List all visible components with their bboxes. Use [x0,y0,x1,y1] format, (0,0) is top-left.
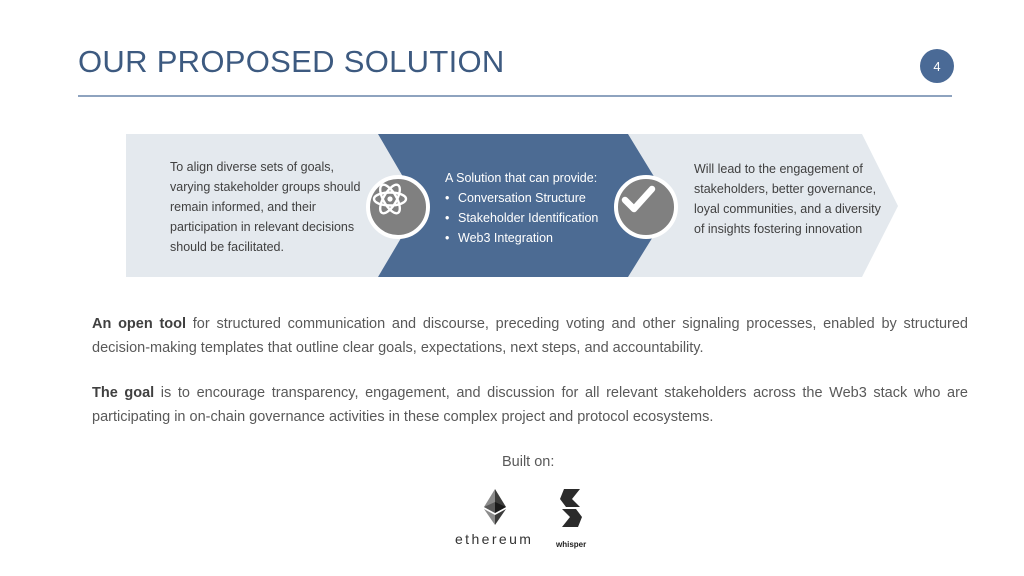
whisper-logo-icon [558,489,584,527]
page-number-badge: 4 [920,49,954,83]
checkmark-icon-circle [614,175,678,239]
para2-text: is to encourage transparency, engagement, and discussion for all relevant stakeholders across the Web3 stack who are participating in on-chain governance activities in these complex project and protocol ecosystems. [92,385,968,425]
atom-icon [370,179,410,219]
bullet-item: • Conversation Structure [445,188,635,208]
page-title: OUR PROPOSED SOLUTION [78,44,505,79]
atom-icon-circle [366,175,430,239]
para2-lead: The goal [92,385,155,401]
bullet-item: • Web3 Integration [445,228,635,248]
right-panel-text: Will lead to the engagement of stakeholders, better governance, loyal communities, and a diversity of insights fostering innovation [694,162,881,236]
middle-panel-heading: A Solution that can provide: [445,171,598,185]
para1-lead: An open tool [92,316,187,332]
bullet-item: • Stakeholder Identification [445,208,635,228]
para1-text: for structured communication and discourse, preceding voting and other signaling processes, enabled by structured decision-making templates that outline clear goals, expectations, next steps, and accountability. [92,316,968,356]
whisper-wordmark: whisper [556,540,587,549]
middle-panel-text [445,168,635,248]
solution-bullet-list [445,188,635,248]
left-panel-text: To align diverse sets of goals, varying stakeholder groups should remain informed, and their participation in relevant decisions should be facilitated. [170,160,361,254]
checkmark-icon [618,179,658,219]
body-paragraph-open-tool [92,312,968,360]
ethereum-wordmark: ethereum [455,531,534,547]
built-on-label: Built on: [502,454,555,470]
body-paragraph-goal [92,381,968,429]
ethereum-logo-icon [484,489,506,525]
